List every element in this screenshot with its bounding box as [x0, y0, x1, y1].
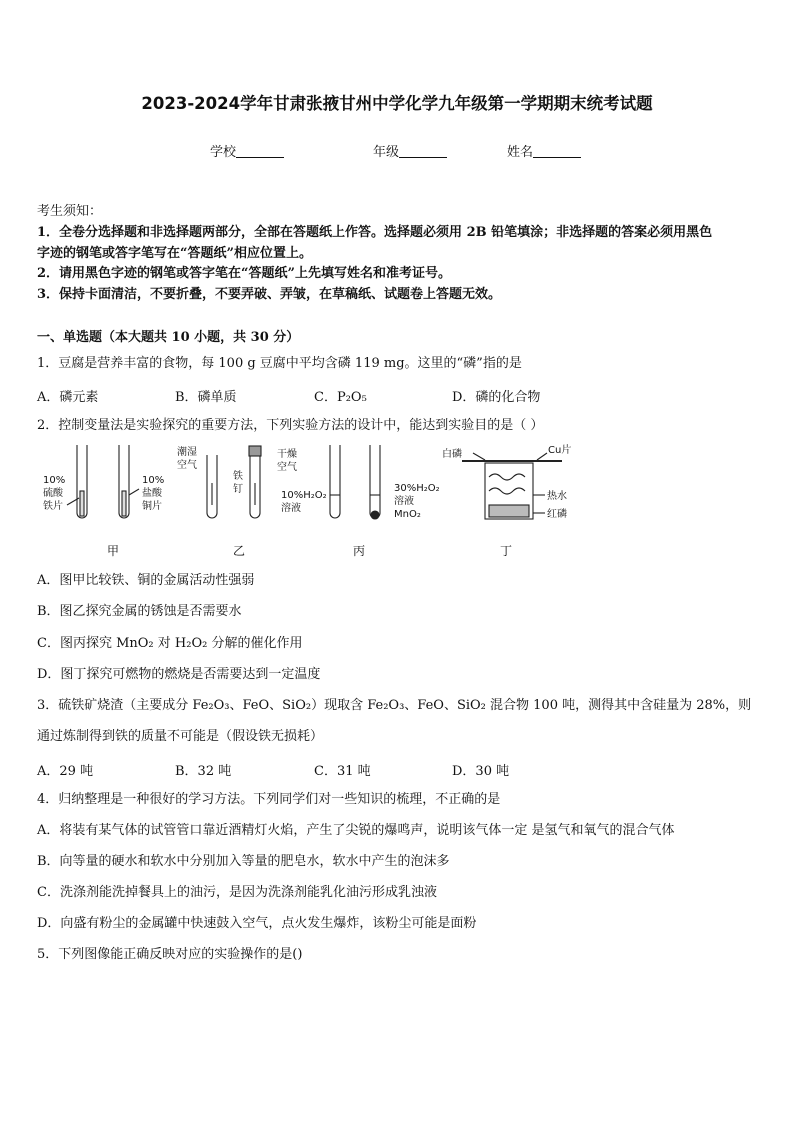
q1-option-a[interactable]: A．磷元素	[37, 390, 99, 405]
q5-stem: 5．下列图像能正确反映对应的实验操作的是()	[37, 947, 303, 962]
q3-option-a[interactable]: A．29 吨	[37, 764, 94, 779]
q4-option-c[interactable]: C．洗涤剂能洗掉餐具上的油污，是因为洗涤剂能乳化油污形成乳浊液	[37, 885, 437, 900]
q2-option-a[interactable]: A．图甲比较铁、铜的金属活动性强弱	[37, 573, 255, 588]
test-tube-6	[370, 445, 380, 518]
grade-field: 年级	[373, 141, 447, 160]
jia-right-label-2: 盐酸	[142, 488, 162, 499]
q1-option-c[interactable]: C．P₂O₅	[314, 390, 367, 405]
caption-yi: 乙	[233, 544, 246, 558]
bing-right-label-2: 溶液	[394, 496, 414, 507]
ding-white-p-label: 白磷	[442, 449, 462, 460]
bing-right-label-1: 30%H₂O₂	[394, 483, 440, 494]
yi-right-label-2: 空气	[277, 462, 297, 473]
q3-stem-line-1: 3．硫铁矿烧渣（主要成分 Fe₂O₃、FeO、SiO₂）现取含 Fe₂O₃、FeO、SiO₂ 混合物 100 吨，测得其中含硅量为 28%，则	[37, 698, 752, 713]
page-title: 2023-2024学年甘肃张掖甘州中学化学九年级第一学期期末统考试题	[141, 94, 653, 113]
section-heading: 一、单选题（本大题共 10 小题，共 30 分）	[37, 330, 300, 345]
q4-option-d[interactable]: D．向盛有粉尘的金属罐中快速鼓入空气，点火发生爆炸，该粉尘可能是面粉	[37, 916, 477, 931]
yi-mid-label-2: 钉	[233, 484, 243, 495]
caption-ding: 丁	[500, 544, 513, 558]
jia-left-label-2: 硫酸	[43, 488, 63, 499]
notice-item-2: 2．请用黑色字迹的钢笔或答字笔在“答题纸”上先填写姓名和准考证号。	[37, 266, 452, 281]
ding-hot-water-label: 热水	[547, 491, 567, 502]
q2-stem: 2．控制变量法是实验探究的重要方法，下列实验方法的设计中，能达到实验目的是（ ）	[37, 418, 544, 433]
rubber-stopper	[249, 446, 261, 456]
q1-stem: 1．豆腐是营养丰富的食物，每 100 g 豆腐中平均含磷 119 mg。这里的“磷”指的是	[37, 356, 522, 371]
q4-option-b[interactable]: B．向等量的硬水和软水中分别加入等量的肥皂水，软水中产生的泡沫多	[37, 854, 450, 869]
notice-item-1a: 1．全卷分选择题和非选择题两部分，全部在答题纸上作答。选择题必须用 2B 铅笔填涂；非选择题的答案必须用黑色	[37, 225, 713, 240]
q2-option-b[interactable]: B．图乙探究金属的锈蚀是否需要水	[37, 604, 242, 619]
bing-right-label-3: MnO₂	[394, 509, 421, 520]
yi-left-label-2: 空气	[177, 460, 197, 471]
q4-stem: 4．归纳整理是一种很好的学习方法。下列同学们对一些知识的梳理，不正确的是	[37, 792, 501, 807]
q4-option-a[interactable]: A．将装有某气体的试管管口靠近酒精灯火焰，产生了尖锐的爆鸣声，说明该气体一定 是氢气和氧气的混合气体	[37, 823, 675, 838]
name-blank[interactable]	[533, 145, 581, 158]
school-field: 学校	[210, 141, 284, 160]
test-tube-5	[330, 445, 340, 518]
notice-item-1b: 字迹的钢笔或答字笔写在“答题纸”相应位置上。	[37, 246, 312, 261]
copper-strip	[122, 491, 126, 516]
yi-mid-label-1: 铁	[233, 471, 243, 482]
jia-right-label-1: 10%	[142, 475, 165, 486]
notice-item-3: 3．保持卡面清洁，不要折叠，不要弄破、弄皱，在草稿纸、试题卷上答题无效。	[37, 287, 502, 302]
caption-bing: 丙	[353, 544, 366, 558]
q3-option-b[interactable]: B．32 吨	[175, 764, 232, 779]
q3-stem-line-2: 通过炼制得到铁的质量不可能是（假设铁无损耗）	[37, 729, 324, 744]
q2-option-c[interactable]: C．图丙探究 MnO₂ 对 H₂O₂ 分解的催化作用	[37, 636, 303, 651]
q1-option-d[interactable]: D．磷的化合物	[452, 390, 541, 405]
grade-blank[interactable]	[399, 145, 447, 158]
name-field: 姓名	[507, 141, 581, 160]
jia-left-label-1: 10%	[43, 475, 66, 486]
q3-option-d[interactable]: D．30 吨	[452, 764, 510, 779]
iron-strip	[80, 491, 84, 516]
jia-right-label-3: 铜片	[142, 501, 162, 512]
caption-jia: 甲	[107, 544, 120, 558]
jia-left-label-3: 铁片	[43, 501, 63, 512]
q2-experiment-figure	[37, 443, 597, 563]
q3-option-c[interactable]: C．31 吨	[314, 764, 371, 779]
yi-left-label-1: 潮湿	[177, 447, 197, 458]
ding-cu-label: Cu片	[548, 445, 572, 456]
q1-option-b[interactable]: B．磷单质	[175, 390, 237, 405]
bing-left-label-1: 10%H₂O₂	[281, 490, 327, 501]
q2-option-d[interactable]: D．图丁探究可燃物的燃烧是否需要达到一定温度	[37, 667, 321, 682]
notice-heading: 考生须知：	[37, 204, 103, 219]
yi-right-label-1: 干燥	[277, 449, 297, 460]
ding-red-p-label: 红磷	[547, 509, 567, 520]
school-blank[interactable]	[236, 145, 284, 158]
bing-left-label-2: 溶液	[281, 503, 301, 514]
